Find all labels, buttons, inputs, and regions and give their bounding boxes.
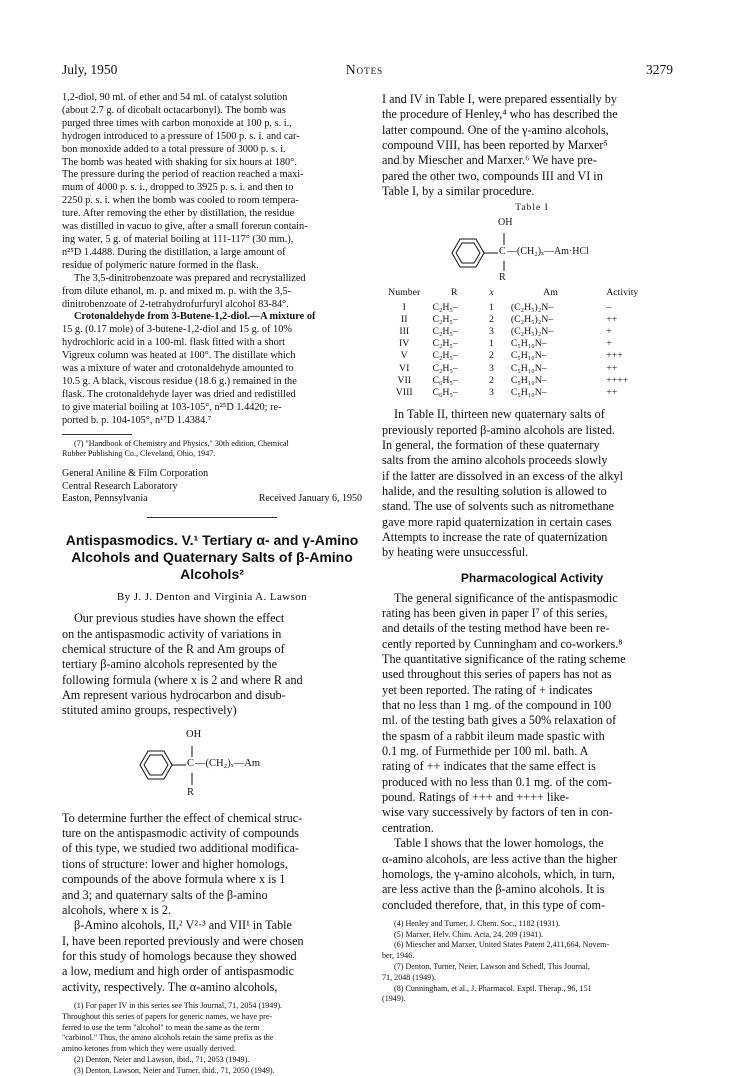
text-line: gave more rapid quaternization in certain cases [382, 514, 612, 529]
cell-activity: ++ [606, 313, 618, 325]
text-line: and details of the testing method have been re- [382, 621, 610, 636]
text-line: compound VIII, has been reported by Marxer⁵ [382, 138, 608, 153]
cell-number: I [402, 301, 406, 313]
text-line: tions of structure: lower and higher homologs, [62, 856, 288, 871]
authors: By J. J. Denton and Virginia A. Lawson [116, 591, 308, 604]
table-formula-chain: —(CH₂)ₓ—Am·HCl [507, 246, 589, 258]
benzene-inner-ring [456, 243, 480, 263]
text-line: a low, medium and high order of antispasmodic [62, 964, 295, 979]
cell-number: II [400, 313, 408, 325]
table-1 [382, 287, 672, 399]
text-line: tertiary β-amino alcohols represented by the [62, 657, 278, 672]
text-line: n²⁵D 1.4488. During the distillation, a large amount of [62, 246, 286, 258]
quaternary-paragraph [382, 407, 682, 560]
footnote-rule [62, 434, 132, 435]
footnotes-right [382, 919, 682, 1005]
text-line: The bomb was heated with shaking for six hours at 180°. [62, 156, 297, 168]
table-row [382, 387, 672, 399]
cell-am: (C₂H₅)₂N– [510, 326, 554, 338]
previous-article-text [62, 92, 362, 428]
intro-paragraph [62, 611, 362, 718]
formula-oh: OH [186, 728, 202, 740]
text-line: and 3; and quaternary salts of the β-amino [62, 887, 268, 902]
cell-am: C₅H₁₀N– [510, 387, 547, 399]
cell-am: C₅H₁₀N– [510, 362, 547, 374]
running-head-section: Notes [345, 62, 384, 77]
benzene-inner-ring [144, 755, 168, 775]
cell-r: C₂H₅– [432, 338, 458, 350]
table-caption: Table I [515, 203, 549, 214]
text-line: 1,2-diol, 90 ml. of ether and 54 ml. of catalyst solution [62, 92, 288, 103]
column-header: x [489, 287, 494, 299]
cell-x: 2 [489, 374, 494, 386]
footnote-line: (3) Denton, Lawson, Neier and Turner, ibid., 71, 2050 (1949). [74, 1065, 275, 1075]
text-line: was a mixture of water and crotonaldehyde amounted to [62, 363, 294, 375]
cell-activity: +++ [606, 350, 623, 362]
formula-r: R [187, 786, 195, 798]
text-line: wise vary successively by factors of ten in con- [382, 805, 613, 820]
text-line: salts from the amino alcohols proceeds slowly [382, 453, 608, 468]
column-header: Activity [606, 287, 639, 299]
text-line: ported b. p. 104-105°, n¹⁷D 1.4384.⁷ [62, 414, 212, 426]
table-formula-r: R [499, 272, 506, 284]
previous-footnote [62, 439, 362, 461]
text-line: The general significance of the antispasmodic [394, 590, 618, 605]
text-line: purged three times with carbon monoxide at 100 p. s. i., [62, 117, 292, 129]
text-line: and by Miescher and Marxer.⁶ We have pre- [382, 153, 597, 168]
cell-am: C₅H₁₀N– [510, 338, 547, 350]
text-line: cently reported by Cunningham and co-workers.⁸ [382, 636, 623, 651]
text-line: 15 g. (0.17 mole) of 3-butene-1,2-diol and 15 g. of 10% [62, 324, 292, 336]
text-line: to give material boiling at 103-105°, n²⁵D 1.4420; re- [62, 401, 282, 413]
footnote-line: (7) "Handbook of Chemistry and Physics," 30th edition, Chemical [74, 438, 289, 448]
table-structural-formula [382, 215, 682, 287]
cell-activity: + [606, 338, 612, 350]
text-line: that no less than 1 mg. of the compound in 100 [382, 698, 612, 713]
cell-r: C₆H₅– [432, 374, 458, 386]
cell-number: IV [399, 338, 410, 350]
cell-x: 1 [489, 338, 494, 350]
cell-x: 1 [489, 301, 494, 313]
cell-activity: + [606, 326, 612, 338]
subsection-heading: Crotonaldehyde from 3-Butene-1,2-diol.—A mixture of [74, 311, 316, 323]
text-line: pound. Ratings of +++ and ++++ like- [382, 790, 570, 805]
text-line: latter compound. One of the γ-amino alcohols, [382, 122, 609, 137]
text-line: In general, the formation of these quaternary [382, 437, 600, 452]
pharmacology-paragraph [382, 591, 682, 913]
affiliation-city: Easton, Pennsylvania [62, 492, 148, 504]
footnote-line: ferred to use the term "alcohol" to mean the same as the term [62, 1022, 260, 1032]
text-line: following formula (where x is 2 and where R and [62, 672, 303, 687]
text-line: I and IV in Table I, were prepared essentially by [382, 92, 617, 106]
footnotes-left [62, 1001, 362, 1076]
cell-am: (C₂H₅)₂N– [510, 301, 554, 313]
text-line: mum of 4000 p. s. i., dropped to 3925 p. s. i. and then to [62, 182, 294, 194]
text-line: 0.1 mg. of Furmethide per 100 ml. bath. A [382, 744, 589, 759]
text-line: residue of polymeric nature formed in the flask. [62, 259, 259, 271]
cell-r: C₆H₅– [432, 387, 458, 399]
table-row [382, 350, 672, 362]
title-line: Antispasmodics. V.¹ Tertiary α- and γ-Amino [65, 532, 359, 549]
text-line: produced with no less than 0.1 mg. of the com- [382, 774, 612, 789]
text-line: used throughout this series of papers has not as [382, 667, 612, 682]
text-line: I, have been reported previously and were chosen [62, 933, 304, 948]
right-column [382, 92, 682, 1005]
cell-r: C₂H₅– [432, 301, 458, 313]
text-line: yet been reported. The rating of + indicates [382, 682, 593, 697]
text-line: Table I, by a similar procedure. [382, 184, 535, 199]
text-line: flask. The crotonaldehyde layer was dried and redistilled [62, 388, 296, 400]
text-line: pared the other two, compounds III and VI in [382, 168, 603, 183]
text-line: if the latter are dissolved in an excess of the alkyl [382, 468, 623, 483]
footnote-line: (4) Henley and Turner, J. Chem. Soc., 1182 (1931). [394, 918, 561, 928]
article-separator [147, 517, 277, 518]
cell-activity: ++ [606, 362, 618, 374]
cell-am: C₅H₁₀N– [510, 374, 547, 386]
text-line: ml. of the testing bath gives a 50% relaxation of [382, 713, 617, 728]
cell-x: 3 [489, 326, 494, 338]
text-line: The quantitative significance of the rating scheme [382, 652, 626, 667]
text-line: stand. The use of solvents such as nitromethane [382, 499, 614, 514]
cell-am: (C₂H₅)₂N– [510, 313, 554, 325]
text-line: Attempts to increase the rate of quaternization [382, 529, 608, 544]
cell-x: 3 [489, 362, 494, 374]
text-line: (about 2.7 g. of dicobalt octacarbonyl). The bomb was [62, 104, 286, 116]
text-line: centration. [382, 820, 434, 835]
affiliation-row [62, 493, 362, 505]
footnote-line: (8) Cunningham, et al., J. Pharmacol. Exptl. Therap., 96, 151 [394, 983, 592, 993]
text-line: β-Amino alcohols, II,² V²·³ and VII¹ in Table [74, 918, 292, 933]
text-line: The 3,5-dinitrobenzoate was prepared and recrystallized [74, 272, 306, 284]
text-line: 10.5 g. A black, viscous residue (18.6 g.) remained in the [62, 375, 297, 387]
text-line: Our previous studies have shown the effect [74, 611, 285, 626]
footnote-line: (5) Marxer, Helv. Chim. Acta, 24, 209 (1941). [394, 929, 544, 939]
footnote-line: "carbinol." Thus, the amino alcohols retain the same prefix as the [62, 1033, 274, 1043]
text-line: alcohols, where x is 2. [62, 902, 171, 917]
cell-am: C₅H₁₀N– [510, 350, 547, 362]
text-line: for this study of homologs because they showed [62, 948, 297, 963]
table-row [382, 375, 672, 387]
text-line: rating of ++ indicates that the same effect is [382, 759, 596, 774]
cell-r: C₂H₅– [432, 350, 458, 362]
text-line: bon monoxide added to a total pressure of 3000 p. s. i. [62, 143, 286, 155]
cell-activity: ++++ [606, 374, 629, 386]
text-line: of this type, we studied two additional modifica- [62, 841, 299, 856]
footnote-line: Throughout this series of papers for generic names, we have pre- [62, 1011, 273, 1021]
text-line: by heating were unsuccessful. [382, 545, 529, 560]
formula-chain: —(CH₂)ₓ—Am [195, 757, 261, 769]
cell-r: C₂H₅– [432, 362, 458, 374]
text-line: the spasm of a rabbit ileum made spastic with [382, 728, 605, 743]
text-line: 2250 p. s. i. when the bomb was cooled to room tempera- [62, 195, 299, 207]
footnote-line: (1) For paper IV in this series see This Journal, 71, 2054 (1949). [74, 1000, 283, 1010]
text-line: Am represent various hydrocarbon and disub- [62, 688, 286, 703]
column-header: Am [543, 287, 558, 299]
text-line: In Table II, thirteen new quaternary salts of [394, 407, 605, 422]
text-line: the procedure of Henley,⁴ who has described the [382, 107, 618, 122]
cell-number: VIII [395, 387, 413, 399]
cell-x: 3 [489, 387, 494, 399]
table-formula-oh: OH [498, 217, 513, 229]
affiliation-line: Central Research Laboratory [62, 480, 178, 492]
affiliation-line: General Aniline & Film Corporation [62, 468, 209, 480]
table-row [382, 314, 672, 326]
text-line: on the antispasmodic activity of variations in [62, 626, 282, 641]
text-line: Table I shows that the lower homologs, the [394, 836, 604, 851]
text-line: chemical structure of the R and Am groups of [62, 642, 285, 657]
column-header: Number [388, 287, 421, 299]
left-column [62, 92, 362, 1076]
footnote-line: amino ketones from which they were usually derived. [62, 1044, 236, 1054]
footnote-line: (1949). [382, 994, 406, 1004]
text-line: from dilute ethanol, m. p. and mixed m. p. with the 3,5- [62, 285, 292, 297]
footnote-line: (6) Miescher and Marxer, United States Patent 2,411,664, Novem- [394, 940, 610, 950]
body-paragraph [62, 811, 362, 995]
cell-number: III [399, 326, 410, 338]
text-line: stituted amino groups, respectively) [62, 703, 237, 718]
cell-number: V [400, 350, 408, 362]
text-line: ture. After removing the ether by distillation, the residue [62, 208, 295, 220]
table-formula-carbon: C [499, 246, 506, 258]
cell-activity: – [606, 301, 612, 313]
title-line: Alcohols and Quaternary Salts of β-Amino [71, 549, 353, 566]
text-line: Vigreux column was heated at 100°. The distillate which [62, 350, 296, 362]
column-header: R [451, 287, 458, 299]
footnote-line: Rubber Publishing Co., Cleveland, Ohio, 1947. [62, 449, 216, 459]
structural-formula [62, 723, 362, 807]
affiliation-block [62, 468, 362, 505]
footnote-line: 71, 2048 (1949). [382, 972, 436, 982]
cell-r: C₂H₅– [432, 326, 458, 338]
cell-number: VII [397, 374, 412, 386]
table-row [382, 302, 672, 314]
text-line: compounds of the above formula where x is 1 [62, 872, 286, 887]
text-line: ing water, 5 g. of material boiling at 111-117° (30 mm.), [62, 233, 294, 245]
text-line: activity, respectively. The α-amino alcohols, [62, 979, 278, 994]
cell-r: C₂H₅– [432, 313, 458, 325]
footnote-line: (7) Denton, Turner, Neier, Lawson and Schedl, This Journal, [394, 962, 590, 972]
cell-activity: ++ [606, 387, 618, 399]
text-line: rating has been given in paper I⁷ of this series, [382, 606, 608, 621]
text-line: was distilled in vacuo to give, after a small forerun contain- [62, 221, 308, 233]
text-line: concluded therefore, that, in this type of com- [382, 897, 606, 912]
text-line: ture on the antispasmodic activity of compounds [62, 826, 299, 841]
text-line: are less active than the β-amino alcohols. It is [382, 882, 605, 897]
article-title [62, 532, 362, 583]
cell-x: 2 [489, 350, 494, 362]
footnote-line: (2) Denton, Neier and Lawson, ibid., 71, 2053 (1949). [74, 1054, 250, 1064]
title-line: Alcohols² [180, 566, 244, 583]
table-row [382, 338, 672, 350]
text-line: hydrochloric acid in a 100-ml. flask fitted with a short [62, 337, 286, 349]
text-line: The pressure during the period of reaction reached a maxi- [62, 169, 304, 181]
running-head-date: July, 1950 [62, 62, 118, 77]
text-line: homologs, the γ-amino alcohols, which, in turn, [382, 866, 615, 881]
page-number: 3279 [646, 62, 673, 77]
footnote-line: ber, 1946. [382, 951, 415, 961]
section-heading: Pharmacological Activity [460, 570, 604, 585]
text-line: To determine further the effect of chemical struc- [62, 810, 303, 825]
homologs-paragraph [382, 92, 682, 199]
table-row [382, 363, 672, 375]
text-line: dinitrobenzoate of 2-tetrahydrofurfuryl alcohol 83-84°. [62, 298, 289, 310]
formula-carbon: C [187, 757, 195, 769]
text-line: halide, and the resulting solution is allowed to [382, 483, 607, 498]
text-line: α-amino alcohols, are less active than the higher [382, 851, 618, 866]
received-date: Received January 6, 1950 [258, 492, 362, 504]
cell-number: VI [399, 362, 410, 374]
text-line: hydrogen introduced to a pressure of 1500 p. s. i. and car- [62, 130, 300, 142]
table-row [382, 326, 672, 338]
text-line: previously reported β-amino alcohols are listed. [382, 422, 615, 437]
cell-x: 2 [489, 313, 494, 325]
table-header-row [382, 287, 672, 301]
